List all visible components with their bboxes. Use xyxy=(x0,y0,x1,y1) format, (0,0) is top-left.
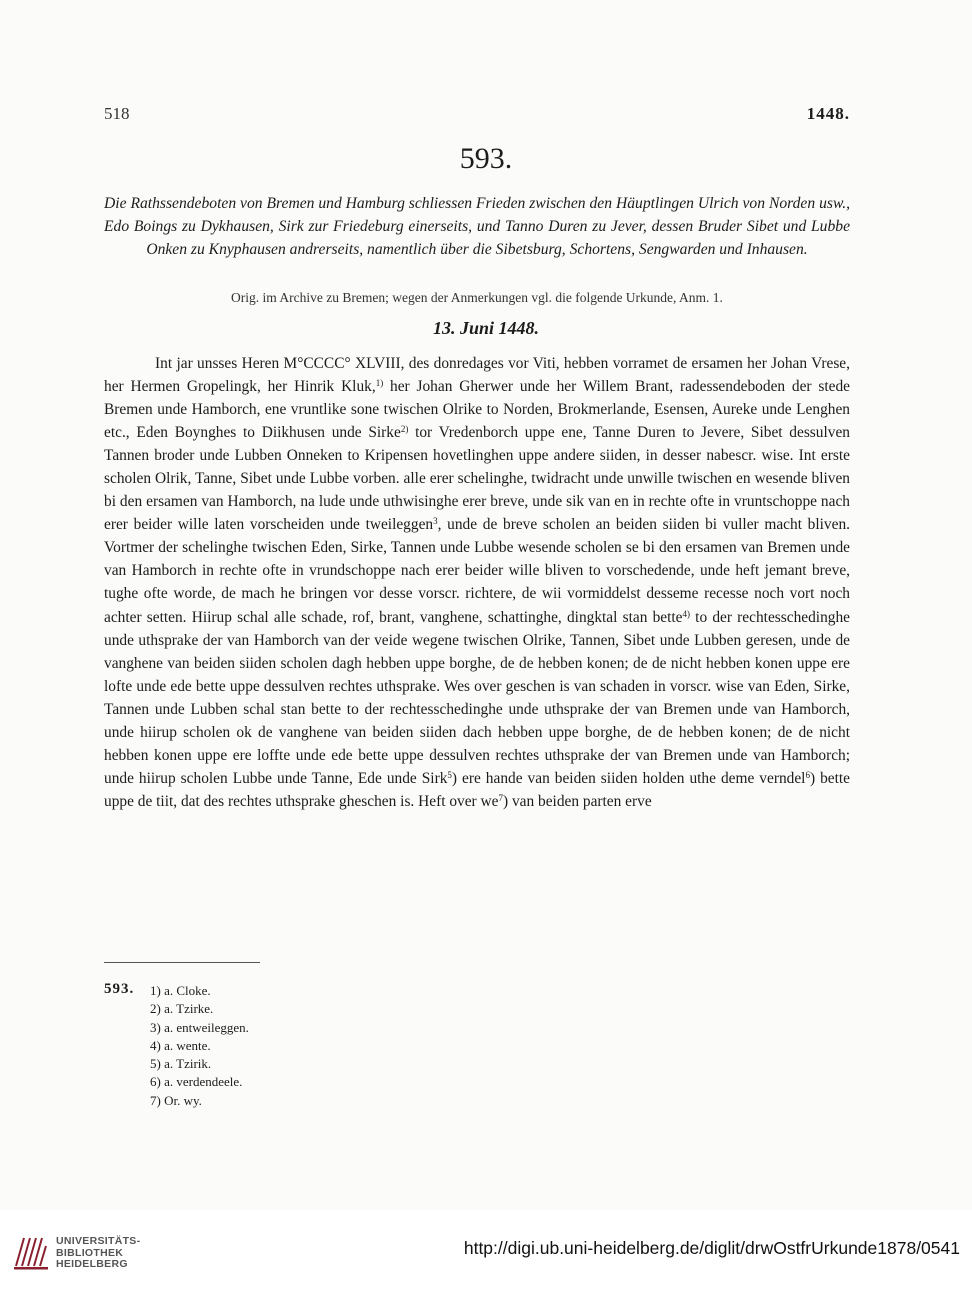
footnote-ref: 3 xyxy=(433,516,438,527)
footnote-text: a. entweileggen. xyxy=(164,1019,249,1035)
footnote-item xyxy=(150,1037,249,1055)
footnote-mark: 3) xyxy=(150,1019,161,1035)
footnote-item xyxy=(150,1055,249,1073)
library-name-line: UNIVERSITÄTS- xyxy=(56,1235,141,1247)
footnote-doc-label: 593. xyxy=(104,981,135,997)
footnote-mark: 6) xyxy=(150,1074,161,1090)
permalink[interactable]: http://digi.ub.uni-heidelberg.de/diglit/drwOstfrUrkunde1878/0541 xyxy=(463,1238,960,1258)
footnote-text: a. Tzirik. xyxy=(164,1056,212,1072)
footnote-mark: 2) xyxy=(150,1001,161,1017)
footnote-mark: 5) xyxy=(150,1056,161,1072)
body-segment: her Johan Gherwer unde her Willem Brant, radessendeboden der stede Bremen unde Hamborch, ene vruntlike sone twischen Olrike to Norden, Brokmerlande, Esensen, Aureke unde Lenghen etc., Eden Boynghes to Diikhusen unde Sirke xyxy=(104,378,850,442)
footnote-text: a. verdendeele. xyxy=(164,1074,243,1090)
footnote-ref: 1) xyxy=(375,378,384,389)
footnote-text: Or. wy. xyxy=(164,1092,202,1108)
footnote-item xyxy=(150,1073,249,1091)
document-summary: Die Rathssendeboten von Bremen und Hamburg schliessen Frieden zwischen den Häuptlingen Ulrich von Norden usw., Edo Boings zu Dykhausen, Sirk zur Friedeburg einerseits, und Tanno Duren zu Jever, dessen Bruder Sibet und Lubbe Onken zu Knyphausen andrerseits, namentlich über die Sibetsburg, Schortens, Sengwarden und Inhausen. xyxy=(104,195,850,258)
footnote-mark: 7) xyxy=(150,1092,161,1108)
footnote-text: a. Tzirke. xyxy=(164,1001,214,1017)
body-segment: ) bette uppe de tiit, dat des rechtes uthsprake gheschen is. Heft over we xyxy=(104,769,850,810)
body-segment: ) ere hande van beiden siiden holden uthe deme verndel xyxy=(451,769,806,787)
footnote-ref: 5 xyxy=(447,769,452,780)
footnote-mark: 1) xyxy=(150,983,161,998)
footnote-text: a. Cloke. xyxy=(164,983,211,998)
footnote-divider xyxy=(104,962,260,963)
footnote-ref: 6 xyxy=(805,769,810,780)
footnote-item xyxy=(150,1000,249,1018)
library-footer xyxy=(0,1210,972,1289)
body-segment: to der rechtesschedinghe unde uthsprake der van Hamborch van der veide wegene twischen Olrike, Tannen, Sibet unde Lubben geresen, unde de vanghene van beiden siiden scholen dagh hebben uppe borghe, de de hebben konen; de de nicht hebben konen uppe ere lofte unde ede bette uppe dessulven rechtes uthsprake. Wes over geschen is van schaden in vorscr. wise van Eden, Sirke, Tannen unde Lubben schal stan bette to der rechtesschedinghe unde uthsprake der van Bremen unde van Hamborch, unde hiirup scholen ok de vanghene van beiden siiden dach hebben uppe borghe, de de hebben konen; de de nicht hebben konen uppe ere loffte unde ede bette uppe dessulven rechtes uthsprake der van Bremen unde van Hamborch; unde hiirup scholen Lubbe unde Tanne, Ede unde Sirk xyxy=(104,608,850,787)
page-number: 518 xyxy=(104,104,130,123)
library-name-line: BIBLIOTHEK xyxy=(56,1246,124,1259)
running-header xyxy=(104,104,850,128)
footnote-ref: 4) xyxy=(682,608,690,619)
document-date: 13. Juni 1448. xyxy=(432,318,540,338)
body-segment: , unde de breve scholen an beiden siiden bi vuller macht bliven. Vortmer der schelinghe twischen Eden, Sirke, Tannen unde Lubbe wesende scholen se bi den ersamen van Bremen unde van Hamborch in rechte ofte in vrundschoppe nach erer beider wille bliven to vorschedende, unde heft jemant breve, tughe ofte worde, de mach he bringen vor desse vorscr. richtere, de wii vormiddelst desseme recesse noch vort noch achter setten. Hiirup schal alle schade, rof, brant, vanghene, schattinghe, dingktal stan bette xyxy=(104,516,850,626)
document-body xyxy=(104,352,850,813)
footnote-ref: 2) xyxy=(400,424,409,435)
body-segment: ) van beiden parten erve xyxy=(502,792,652,810)
footnote-list xyxy=(150,982,249,1110)
library-name xyxy=(56,1236,140,1271)
university-library-logo-icon xyxy=(12,1232,50,1272)
footnote-ref: 7 xyxy=(498,792,503,803)
document-number: 593. xyxy=(459,142,513,175)
footnote-text: a. wente. xyxy=(164,1037,211,1053)
body-segment: Int jar unsses Heren M°CCCC° XLVIII, des donredages vor Viti, hebben vorramet de ersamen her Johan Vrese, her Hermen Gropelingk, her Hinrik Kluk, xyxy=(104,355,850,396)
library-name-line: HEIDELBERG xyxy=(56,1258,128,1270)
body-segment: tor Vredenborch uppe ene, Tanne Duren to Jevere, Sibet dessulven Tannen broder unde Lubben Onneken to Kripensen hovetlinghen uppe andere siiden, in desser nabescr. wise. Int erste scholen Olrik, Tanne, Sibet unde Lubbe vorben. alle erer schelinghe, twidracht unde unwille twischen en wesende bliven bi den ersamen van Hamborch, na lude unde uthwisinghe erer breve, unde sik van en in rechte ofte in vruntschoppe nach erer beider wille laten vorscheiden unde tweileggen xyxy=(104,424,850,534)
footnote-item xyxy=(150,982,249,1000)
footnote-item xyxy=(150,1092,249,1110)
header-year: 1448. xyxy=(806,104,850,123)
footnote-item xyxy=(150,1019,249,1037)
footnote-mark: 4) xyxy=(150,1037,161,1053)
source-note: Orig. im Archive zu Bremen; wegen der Anmerkungen vgl. die folgende Urkunde, Anm. 1. xyxy=(231,290,723,305)
